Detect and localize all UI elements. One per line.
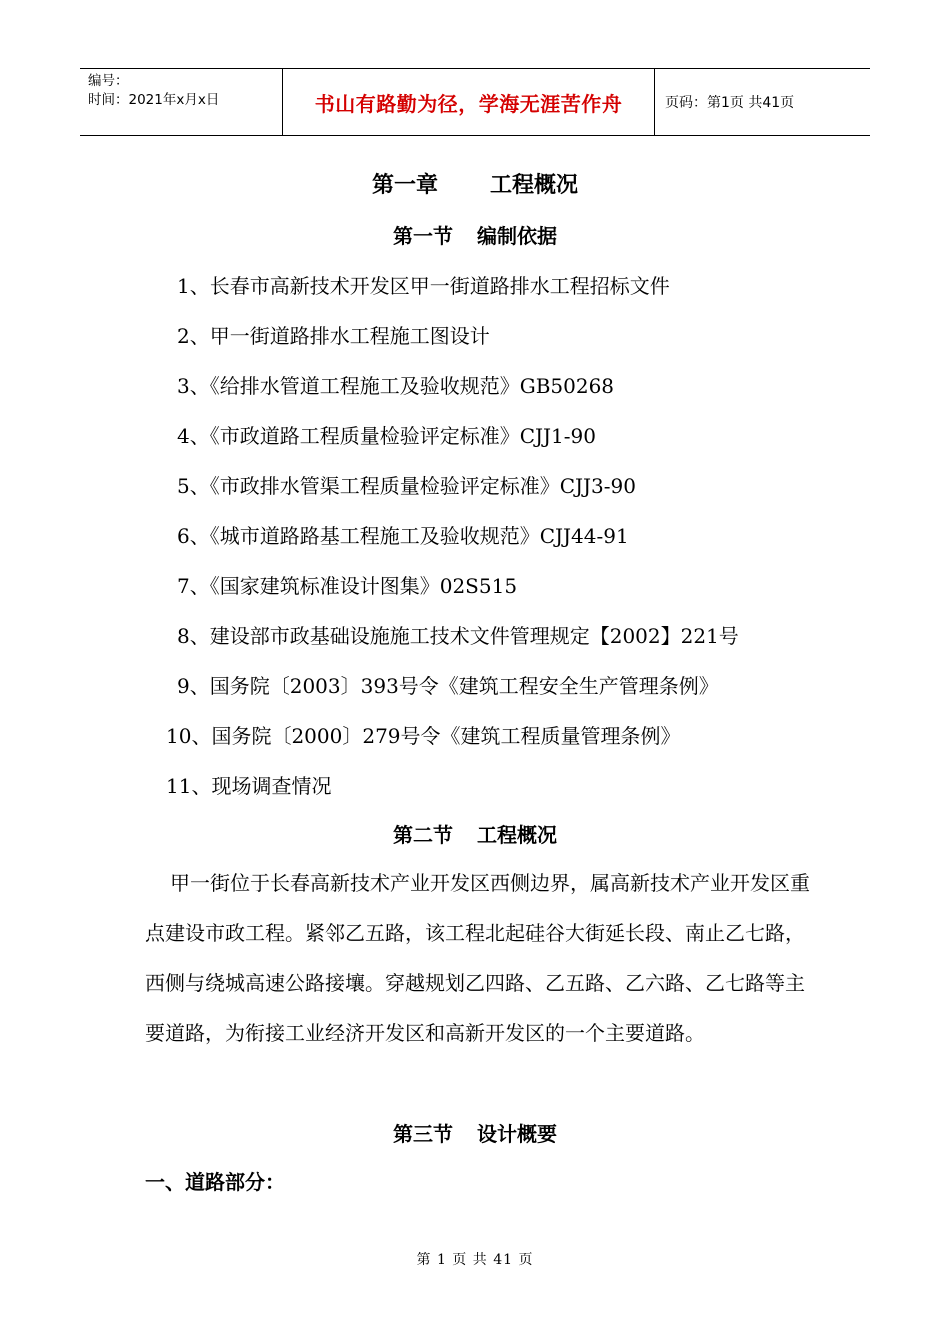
list-item: 2、甲一街道路排水工程施工图设计 bbox=[177, 324, 490, 348]
section-name: 设计概要 bbox=[477, 1122, 557, 1146]
document-header bbox=[80, 68, 870, 136]
list-item: 8、建设部市政基础设施施工技术文件管理规定【2002】221号 bbox=[177, 624, 739, 648]
section-heading-1 bbox=[0, 220, 950, 249]
header-page-info: 页码：第1页 共41页 bbox=[665, 95, 795, 111]
page-footer: 第 1 页 共 41 页 bbox=[416, 1252, 534, 1268]
subheading-road: 一、道路部分： bbox=[145, 1170, 285, 1194]
chapter-name: 工程概况 bbox=[490, 173, 579, 198]
section-number: 第三节 bbox=[393, 1122, 453, 1146]
section-name: 工程概况 bbox=[477, 823, 557, 847]
header-motto-cell bbox=[282, 69, 655, 135]
section-name: 编制依据 bbox=[477, 224, 557, 248]
list-item: 4、《市政道路工程质量检验评定标准》CJJ1-90 bbox=[177, 424, 596, 448]
list-item: 9、国务院〔2003〕393号令《建筑工程安全生产管理条例》 bbox=[177, 674, 719, 698]
list-item: 5、《市政排水管渠工程质量检验评定标准》CJJ3-90 bbox=[177, 474, 636, 498]
overview-paragraph: 甲一街位于长春高新技术产业开发区西侧边界，属高新技术产业开发区重点建设市政工程。紧邻乙五路，该工程北起硅谷大街延长段、南止乙七路，西侧与绕城高速公路接壤。穿越规划乙四路、乙五路、乙六路、乙七路等主要道路，为衔接工业经济开发区和高新开发区的一个主要道路。 bbox=[145, 871, 810, 1045]
list-item: 3、《给排水管道工程施工及验收规范》GB50268 bbox=[177, 374, 615, 398]
list-item: 7、《国家建筑标准设计图集》02S515 bbox=[177, 574, 518, 598]
header-number-label: 编号： bbox=[88, 73, 129, 89]
section-number: 第一节 bbox=[393, 224, 453, 248]
list-item: 1、长春市高新技术开发区甲一街道路排水工程招标文件 bbox=[177, 274, 670, 298]
list-item: 11、现场调查情况 bbox=[166, 774, 332, 798]
header-meta bbox=[80, 69, 282, 135]
list-item: 6、《城市道路路基工程施工及验收规范》CJJ44-91 bbox=[177, 524, 629, 548]
header-time-label: 时间：2021年x月x日 bbox=[88, 92, 220, 108]
chapter-title bbox=[0, 168, 950, 199]
section-heading-2 bbox=[0, 819, 950, 848]
header-motto: 书山有路勤为径，学海无涯苦作舟 bbox=[314, 91, 623, 116]
chapter-number: 第一章 bbox=[371, 173, 438, 198]
section-number: 第二节 bbox=[393, 823, 453, 847]
header-page-cell bbox=[655, 69, 870, 135]
section-heading-3 bbox=[0, 1118, 950, 1147]
list-item: 10、国务院〔2000〕279号令《建筑工程质量管理条例》 bbox=[166, 724, 681, 748]
